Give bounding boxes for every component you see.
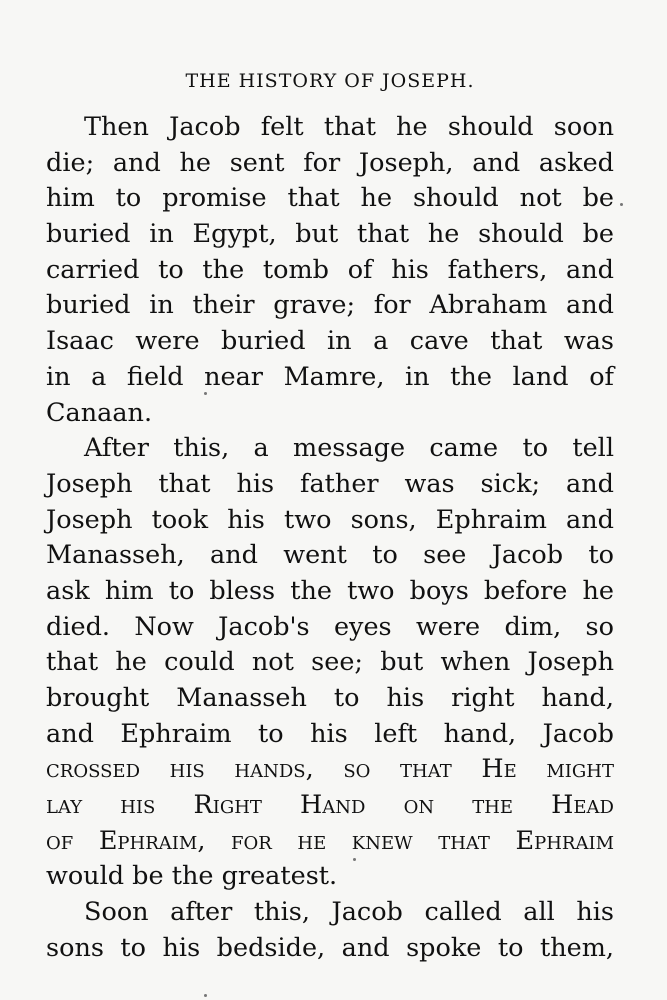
- text-line: crossed his hands, so that He might: [46, 754, 614, 785]
- text-line: of Ephraim, for he knew that Ephraim: [46, 825, 614, 856]
- text-line: After this, a message came to tell: [84, 433, 614, 464]
- text-line: die; and he sent for Joseph, and asked: [46, 147, 614, 178]
- running-head: THE HISTORY OF JOSEPH.: [185, 70, 475, 92]
- text-line: carried to the tomb of his fathers, and: [46, 254, 614, 285]
- print-speck: [204, 392, 207, 395]
- text-line: Joseph took his two sons, Ephraim and: [46, 504, 614, 535]
- text-line: buried in their grave; for Abraham and: [46, 290, 614, 321]
- text-line: in a field near Mamre, in the land of: [46, 361, 614, 392]
- body-text: [46, 110, 614, 967]
- text-line: Canaan.: [46, 397, 153, 428]
- text-line: Isaac were buried in a cave that was: [46, 326, 614, 357]
- text-line: died. Now Jacob's eyes were dim, so: [46, 611, 614, 642]
- text-line: would be the greatest.: [46, 861, 338, 892]
- text-line: Manasseh, and went to see Jacob to: [46, 540, 614, 571]
- text-line: buried in Egypt, but that he should be: [46, 219, 614, 250]
- text-line: sons to his bedside, and spoke to them,: [46, 932, 614, 963]
- text-line: him to promise that he should not be: [46, 183, 614, 214]
- text-line: Then Jacob felt that he should soon: [84, 112, 614, 142]
- text-line: Soon after this, Jacob called all his: [84, 897, 614, 928]
- text-line: and Ephraim to his left hand, Jacob: [46, 718, 614, 749]
- text-line: lay his Right Hand on the Head: [46, 790, 614, 821]
- text-line: that he could not see; but when Joseph: [46, 647, 614, 678]
- text-line: Joseph that his father was sick; and: [46, 468, 614, 499]
- print-speck: [204, 994, 207, 997]
- text-line: ask him to bless the two boys before he: [46, 575, 614, 606]
- print-speck: [353, 858, 356, 861]
- print-speck: [620, 203, 623, 206]
- text-line: brought Manasseh to his right hand,: [46, 683, 614, 713]
